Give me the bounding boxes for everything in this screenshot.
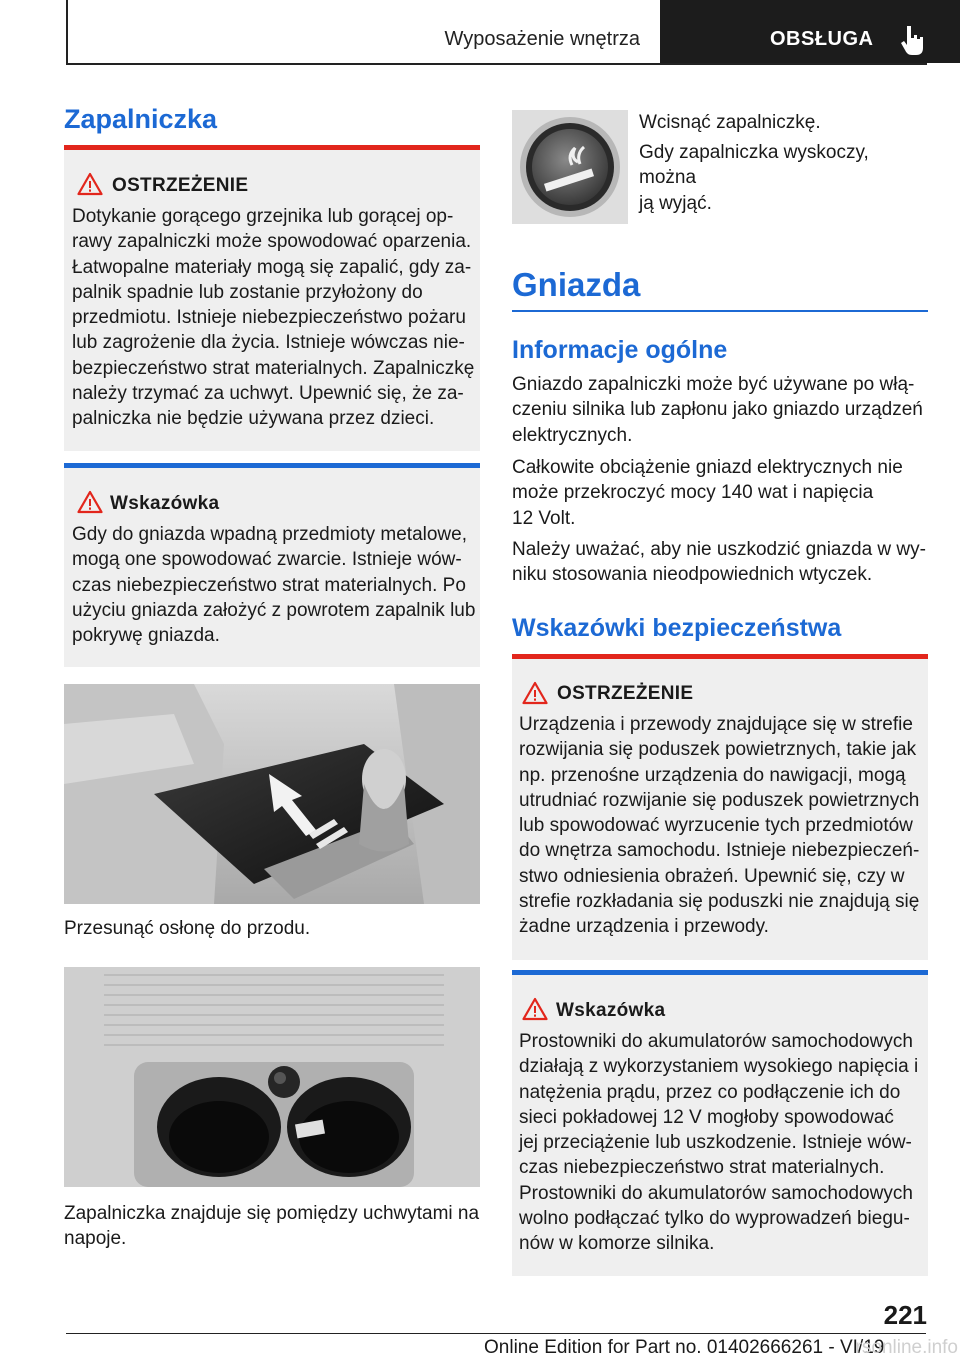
heading-rule <box>512 310 928 312</box>
note-text: Prostowniki do akumulatorów samochodowych działają z wykorzystaniem wysokiego napięcia i natężenia prądu, przez co podłączenie ich do sieci pokładowej 12 V mogłoby spowodować jej przeciążenie lub uszkodzenie. Istnieje wów- czas niebezpieczeństwo strat materialnych. Prostowniki do akumulatorów samochodowych wolno podłączać tylko do wyprowadzeń biegu- nów w komorze silnika. <box>519 1031 919 1255</box>
photo-lighter-button <box>512 110 628 224</box>
photo-cupholders <box>64 967 480 1187</box>
header-chapter-tab <box>660 0 960 63</box>
warning-triangle-icon <box>522 681 548 705</box>
footer-watermark: rsonline.info <box>855 1337 958 1358</box>
heading-sockets: Gniazda <box>512 266 641 303</box>
subheading-safety: Wskazówki bezpieczeństwa <box>512 614 842 642</box>
hand-pointer-icon <box>895 22 931 58</box>
warning-title: OSTRZEŻENIE <box>557 683 694 704</box>
footer-edition: Online Edition for Part no. 01402666261 - VI/19 <box>484 1337 885 1358</box>
caution-triangle-icon <box>77 490 103 514</box>
note-title: Wskazówka <box>556 1000 666 1021</box>
photo-console-cover <box>64 684 480 904</box>
subheading-general-info: Informacje ogólne <box>512 336 728 364</box>
note-box-socket <box>64 463 480 667</box>
caption-slide-cover: Przesunąć osłonę do przodu. <box>64 918 311 939</box>
header-rule <box>66 63 927 65</box>
note-box-chargers <box>512 970 928 1276</box>
header-section-title: Wyposażenie wnętrza <box>444 28 640 50</box>
page-number: 221 <box>883 1300 927 1330</box>
caption-lighter-location: Zapalniczka znajduje się pomiędzy uchwytami na napoje. <box>64 1203 480 1250</box>
para-avoid-damage: Należy uważać, aby nie uszkodzić gniazda w wy- niku stosowania nieodpowiednich wtyczek. <box>512 539 926 586</box>
step-remove-lighter: Gdy zapalniczka wyskoczy, można ją wyjąć. <box>639 142 869 214</box>
note-title: Wskazówka <box>110 493 220 514</box>
warning-text: Dotykanie gorącego grzejnika lub gorącej op- rawy zapalniczki może spowodować oparzenia. Łatwopalne materiały mogą się zapalić, gdy za- palnik spadnie lub zostanie przyłożony do przedmiotu. Istnieje niebezpieczeństwo pożaru lub zagrożenie dla życia. Istnieje wówczas nie- bezpieczeństwo strat materialnych. Zapalniczkę należy trzymać za uchwyt. Upewnić się, że za- palniczka nie będzie używana przez dzieci. <box>72 206 475 430</box>
note-bar <box>512 970 928 975</box>
header-chapter-label: OBSŁUGA <box>770 28 874 50</box>
header-left-rule <box>66 0 68 65</box>
para-total-load: Całkowite obciążenie gniazd elektrycznych nie może przekroczyć mocy 140 wat i napięcia 12 Volt. <box>512 457 903 529</box>
step-press-lighter: Wcisnąć zapalniczkę. <box>639 112 821 133</box>
note-text: Gdy do gniazda wpadną przedmioty metalowe, mogą one spowodować zwarcie. Istnieje wów- czas niebezpieczeństwo strat materialnych. Po użyciu gniazda założyć z powrotem zapalnik lub pokrywę gniazda. <box>72 524 476 647</box>
caution-triangle-icon <box>522 997 548 1021</box>
footer-rule <box>66 1333 926 1334</box>
para-socket-usage: Gniazdo zapalniczki może być używane po włą- czeniu silnika lub zapłonu jako gniazdo urządzeń elektrycznych. <box>512 374 923 446</box>
warning-triangle-icon <box>77 172 103 196</box>
warning-box-lighter <box>64 145 480 451</box>
warning-title: OSTRZEŻENIE <box>112 175 249 196</box>
warning-bar <box>64 145 480 150</box>
warning-box-airbag <box>512 654 928 960</box>
heading-lighter: Zapalniczka <box>64 104 218 134</box>
warning-text: Urządzenia i przewody znajdujące się w strefie rozwijania się poduszek powietrznych, takie jak np. przenośne urządzenia do nawigacji, mogą utrudniać rozwijanie się poduszek powietrznych lub spowodować wyrzucenie tych przedmiotów do wnętrza samochodu. Istnieje niebezpieczeń- stwo odniesienia obrażeń. Upewnić się, czy w strefie rozkładania się poduszki nie znajdują się żadne urządzenia i przewody. <box>519 714 920 938</box>
note-bar <box>64 463 480 468</box>
warning-bar <box>512 654 928 659</box>
